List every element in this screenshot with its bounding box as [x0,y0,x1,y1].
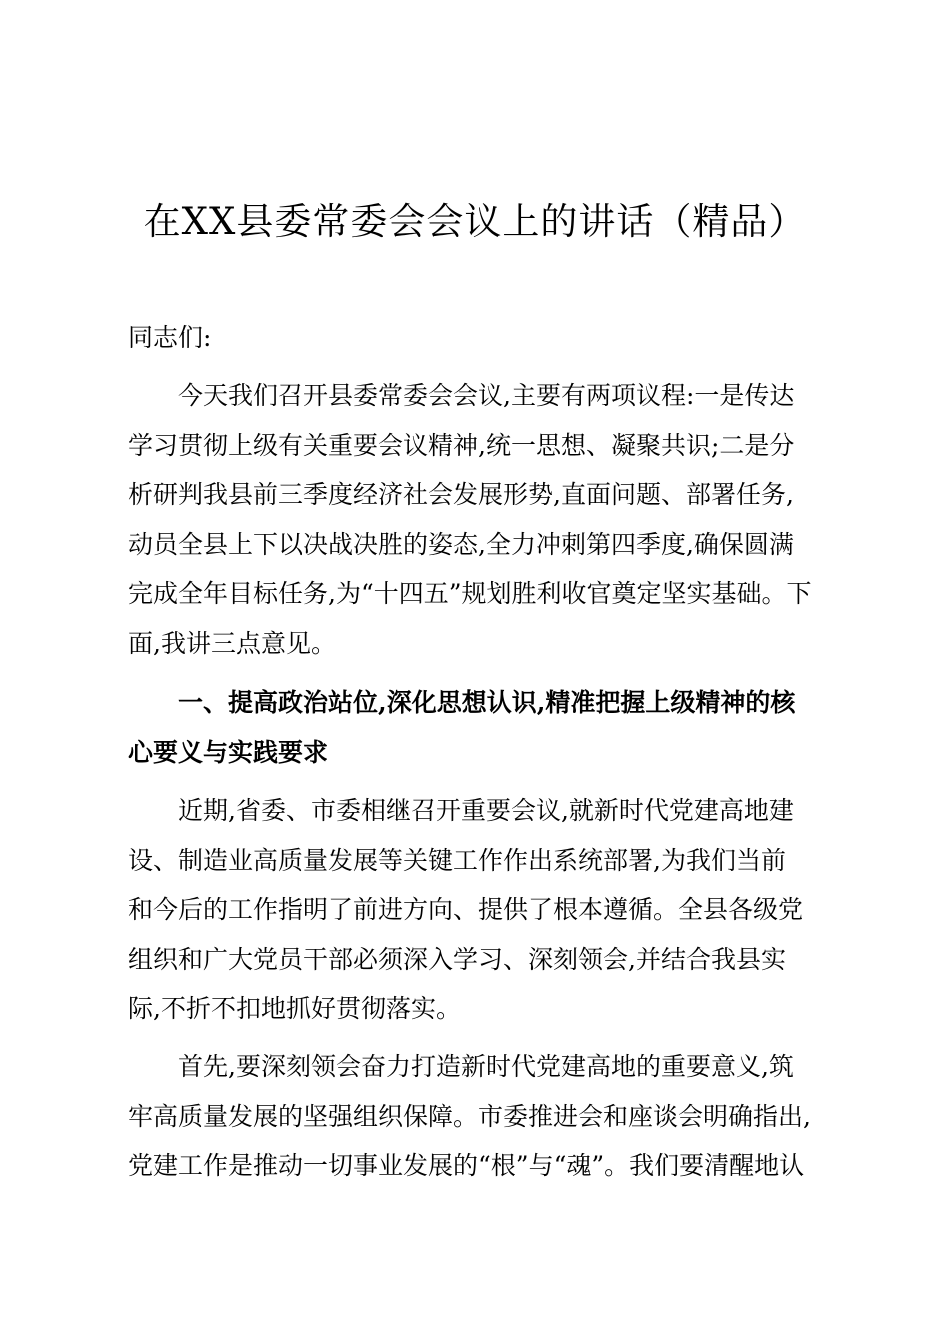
paragraph-line: 今天我们召开县委常委会会议,主要有两项议程:一是传达 [178,381,795,410]
section-heading-1 [128,678,828,777]
paragraph-recent [128,786,828,1034]
paragraph-intro [128,371,828,668]
paragraph-line: 际,不折不扣地抓好贯彻落实。 [128,994,461,1023]
document-title: 在XX县委常委会会议上的讲话（精品） [143,200,807,243]
paragraph-line: 和今后的工作指明了前进方向、提供了根本遵循。全县各级党 [128,895,804,924]
paragraph-line: 牢高质量发展的坚强组织保障。市委推进会和座谈会明确指出, [128,1101,811,1131]
greeting: 同志们: [128,323,212,352]
paragraph-line: 动员全县上下以决战决胜的姿态,全力冲刺第四季度,确保圆满 [128,529,794,559]
paragraph-line: 析研判我县前三季度经济社会发展形势,直面问题、部署任务, [128,480,794,509]
heading-line: 心要义与实践要求 [128,737,329,767]
paragraph-line: 近期,省委、市委相继召开重要会议,就新时代党建高地建 [178,796,794,825]
paragraph-line: 学习贯彻上级有关重要会议精神,统一思想、凝聚共识;二是分 [128,430,795,460]
paragraph-line: 设、制造业高质量发展等关键工作作出系统部署,为我们当前 [128,845,786,875]
paragraph-line: 党建工作是推动一切事业发展的“根”与“魂”。我们要清醒地认 [128,1151,805,1180]
paragraph-line: 面,我讲三点意见。 [128,628,336,658]
paragraph-line: 完成全年目标任务,为“十四五”规划胜利收官奠定坚实基础。下 [128,579,812,608]
heading-line: 一、提高政治站位,深化思想认识,精准把握上级精神的核 [178,688,796,717]
paragraph-first [128,1042,828,1191]
paragraph-line: 首先,要深刻领会奋力打造新时代党建高地的重要意义,筑 [178,1052,794,1081]
paragraph-line: 组织和广大党员干部必须深入学习、深刻领会,并结合我县实 [128,944,786,974]
